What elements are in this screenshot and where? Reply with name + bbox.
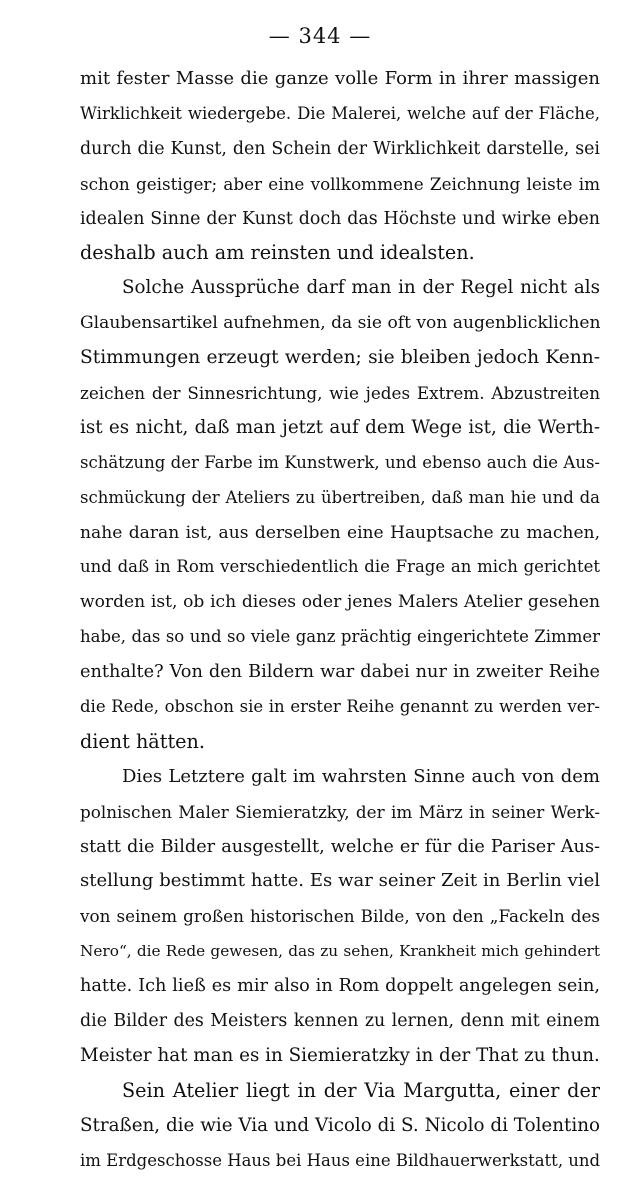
text-line: Stimmungen erzeugt werden; sie bleiben jedoch Kenn-	[80, 347, 600, 369]
text-line: schätzung der Farbe im Kunstwerk, und ebenso auch die Aus-	[80, 452, 600, 472]
text-line: und daß in Rom verschiedentlich die Frage an mich gerichtet	[80, 557, 600, 577]
text-line: polnischen Maler Siemieratzky, der im März in seiner Werk-	[80, 801, 600, 822]
text-line: die Bilder des Meisters kennen zu lernen, denn mit einem	[80, 1011, 600, 1032]
text-line: Meister hat man es in Siemieratzky in der That zu thun.	[80, 1044, 600, 1066]
text-line: Nero“, die Rede gewesen, das zu sehen, Krankheit mich gehindert	[80, 942, 600, 961]
text-line: idealen Sinne der Kunst doch das Höchste und wirke eben	[80, 208, 600, 229]
text-line: statt die Bilder ausgestellt, welche er für die Pariser Aus-	[80, 836, 600, 857]
text-line: Dies Letztere galt im wahrsten Sinne auch von dem	[122, 765, 600, 787]
text-line: ist es nicht, daß man jetzt auf dem Wege ist, die Werth-	[80, 416, 600, 438]
text-line: zeichen der Sinnesrichtung, wie jedes Extrem. Abzustreiten	[80, 383, 600, 404]
text-line: Straßen, die wie Via und Vicolo di S. Nicolo di Tolentino	[80, 1114, 600, 1136]
text-line: Wirklichkeit wiedergebe. Die Malerei, welche auf der Fläche,	[80, 103, 600, 123]
text-line: die Rede, obschon sie in erster Reihe genannt zu werden ver-	[80, 697, 600, 717]
text-line: Solche Aussprüche darf man in der Regel nicht als	[122, 277, 600, 299]
text-line: dient hätten.	[80, 729, 205, 753]
text-line: durch die Kunst, den Schein der Wirklichkeit darstelle, sei	[80, 138, 600, 159]
text-line: schmückung der Ateliers zu übertreiben, daß man hie und da	[80, 487, 600, 507]
text-line: von seinem großen historischen Bilde, von den „Fackeln des	[80, 906, 600, 927]
text-line: habe, das so und so viele ganz prächtig eingerichtete Zimmer	[80, 627, 600, 647]
text-line: deshalb auch am reinsten und idealsten.	[80, 241, 475, 265]
text-line: nahe daran ist, aus derselben eine Hauptsache zu machen,	[80, 522, 600, 543]
text-line: worden ist, ob ich dieses oder jenes Malers Atelier gesehen	[80, 592, 600, 613]
text-line: Sein Atelier liegt in der Via Margutta, einer der	[122, 1078, 600, 1102]
page-number: — 344 —	[268, 24, 372, 48]
text-line: mit fester Masse die ganze volle Form in ihrer massigen	[80, 68, 600, 89]
body-text	[80, 62, 600, 1179]
text-line: enthalte? Von den Bildern war dabei nur in zweiter Reihe	[80, 662, 600, 683]
text-line: stellung bestimmt hatte. Es war seiner Zeit in Berlin viel	[80, 870, 600, 892]
text-line: hatte. Ich ließ es mir also in Rom doppelt angelegen sein,	[80, 976, 600, 997]
text-line: schon geistiger; aber eine vollkommene Zeichnung leiste im	[80, 173, 600, 194]
text-line: Glaubensartikel aufnehmen, da sie oft von augenblicklichen	[80, 313, 600, 334]
text-line: im Erdgeschosse Haus bei Haus eine Bildhauerwerkstatt, und	[80, 1150, 600, 1170]
